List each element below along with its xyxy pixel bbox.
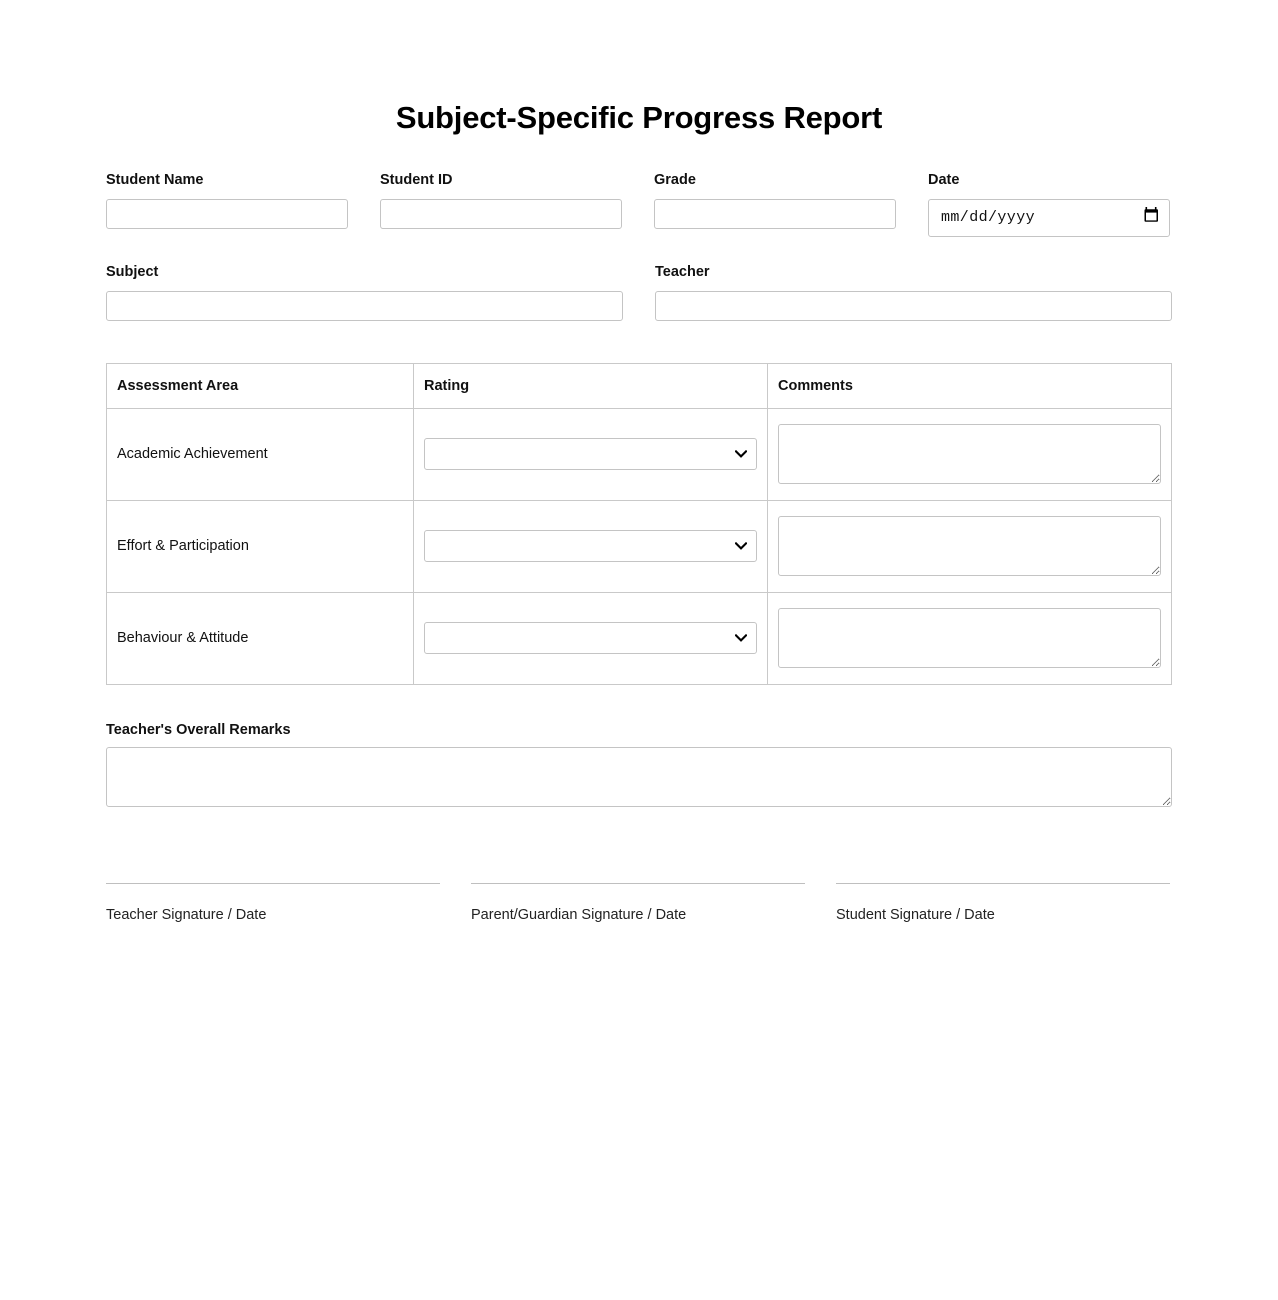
label-overall-remarks: Teacher's Overall Remarks xyxy=(106,721,291,738)
rating-select-wrapper[interactable] xyxy=(424,622,757,654)
assessment-table xyxy=(106,363,1172,685)
comments-textarea-behaviour-attitude[interactable] xyxy=(778,608,1161,668)
field-student-id xyxy=(380,173,622,237)
signature-line xyxy=(106,883,440,884)
cell-rating xyxy=(414,592,768,684)
table-row xyxy=(107,500,1172,592)
rating-select-effort-participation[interactable] xyxy=(424,530,757,562)
calendar-icon[interactable] xyxy=(1144,207,1159,228)
cell-rating xyxy=(414,408,768,500)
subject-teacher-field-row xyxy=(106,265,1172,321)
cell-assessment-area xyxy=(107,500,414,592)
field-subject xyxy=(106,265,623,321)
field-student-name xyxy=(106,173,348,237)
label-date: Date xyxy=(928,172,960,188)
field-date xyxy=(928,173,1170,237)
signature-line xyxy=(836,883,1170,884)
cell-assessment-area xyxy=(107,592,414,684)
comments-textarea-effort-participation[interactable] xyxy=(778,516,1161,576)
page-title: Subject-Specific Progress Report xyxy=(395,100,883,135)
label-subject: Subject xyxy=(106,263,159,280)
cell-comments xyxy=(768,592,1172,684)
subject-input[interactable] xyxy=(106,291,623,321)
field-grade xyxy=(654,173,896,237)
cell-assessment-area xyxy=(107,408,414,500)
comments-textarea-academic-achievement[interactable] xyxy=(778,424,1161,484)
assessment-area-label: Academic Achievement xyxy=(117,446,268,463)
teacher-input[interactable] xyxy=(655,291,1172,321)
column-header-comments: Comments xyxy=(768,363,1172,408)
overall-remarks-section xyxy=(106,723,1172,807)
rating-select-behaviour-attitude[interactable] xyxy=(424,622,757,654)
assessment-table-body xyxy=(107,408,1172,684)
rating-select-academic-achievement[interactable] xyxy=(424,438,757,470)
signature-row xyxy=(106,883,1172,924)
field-teacher xyxy=(655,265,1172,321)
student-id-input[interactable] xyxy=(380,199,622,229)
assessment-area-label: Behaviour & Attitude xyxy=(117,630,249,647)
column-header-assessment-area: Assessment Area xyxy=(107,363,414,408)
rating-select-wrapper[interactable] xyxy=(424,530,757,562)
signature-block-teacher xyxy=(106,883,440,924)
table-row xyxy=(107,408,1172,500)
signature-caption-parent-guardian: Parent/Guardian Signature / Date xyxy=(471,906,687,923)
table-header-row xyxy=(107,363,1172,408)
student-name-input[interactable] xyxy=(106,199,348,229)
table-row xyxy=(107,592,1172,684)
column-header-rating: Rating xyxy=(414,363,768,408)
date-input[interactable] xyxy=(928,199,1170,237)
signature-caption-teacher: Teacher Signature / Date xyxy=(106,906,267,923)
date-placeholder-text: mm/dd/yyyy xyxy=(941,209,1036,227)
label-grade: Grade xyxy=(654,172,696,188)
label-student-id: Student ID xyxy=(380,172,453,188)
assessment-table-head xyxy=(107,363,1172,408)
label-teacher: Teacher xyxy=(655,263,710,280)
signature-block-student xyxy=(836,883,1170,924)
cell-comments xyxy=(768,408,1172,500)
signature-caption-student: Student Signature / Date xyxy=(836,906,995,923)
overall-remarks-textarea[interactable] xyxy=(106,747,1172,807)
identity-field-row xyxy=(106,173,1172,237)
cell-rating xyxy=(414,500,768,592)
assessment-area-label: Effort & Participation xyxy=(117,538,249,555)
signature-line xyxy=(471,883,805,884)
rating-select-wrapper[interactable] xyxy=(424,438,757,470)
cell-comments xyxy=(768,500,1172,592)
signature-block-parent-guardian xyxy=(471,883,805,924)
grade-input[interactable] xyxy=(654,199,896,229)
label-student-name: Student Name xyxy=(106,172,204,188)
